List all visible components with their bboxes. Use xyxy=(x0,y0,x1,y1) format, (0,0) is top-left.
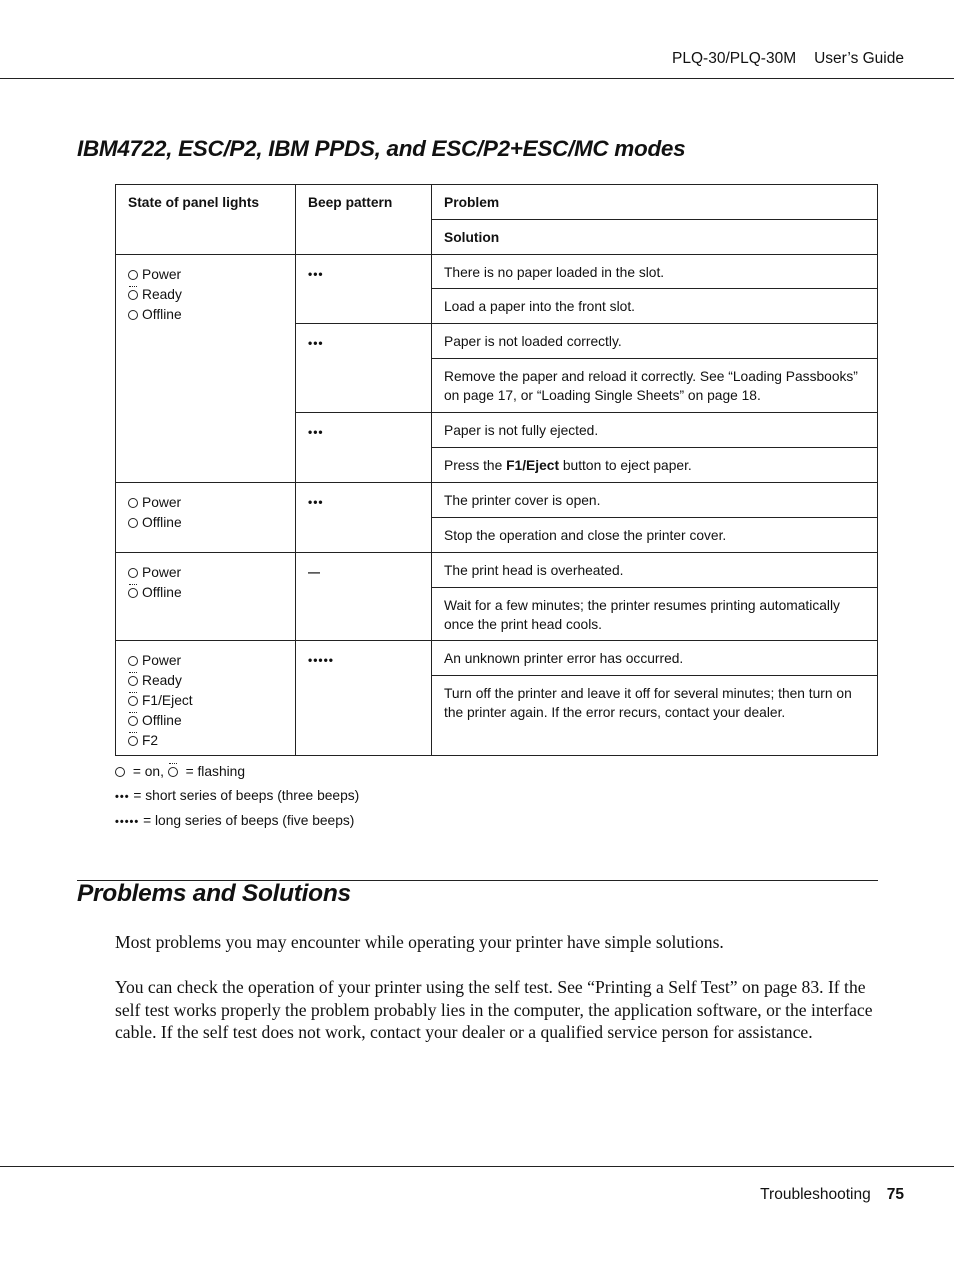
light-on-icon xyxy=(128,518,138,528)
header-guide: User’s Guide xyxy=(814,50,904,67)
legend-long-text: = long series of beeps (five beeps) xyxy=(139,813,355,828)
problem-text: Paper is not loaded correctly. xyxy=(432,324,878,359)
panel-light xyxy=(128,563,283,583)
beep-pattern: ••• xyxy=(296,255,432,324)
solution-fragment: Press the xyxy=(444,458,507,473)
beep-pattern: ••• xyxy=(296,324,432,413)
solution-text: Stop the operation and close the printer cover. xyxy=(432,518,878,553)
panel-light-label: F2 xyxy=(142,733,159,748)
table-row xyxy=(116,553,878,588)
panel-light-label: Offline xyxy=(142,713,182,728)
light-on-icon xyxy=(128,498,138,508)
legend xyxy=(115,760,359,835)
panel-light xyxy=(128,265,283,285)
problems-para-2: You can check the operation of your printer using the self test. See “Printing a Self Test” on page 83. If the self test works properly the problem probably lies in the computer, the application software, or the interface cable. If the self test does not work, contact your dealer or a qualified service person for assistance. xyxy=(115,977,873,1043)
light-flashing-icon xyxy=(128,290,138,300)
light-flashing-icon xyxy=(128,676,138,686)
light-flashing-icon xyxy=(168,767,178,777)
panel-light xyxy=(128,711,283,731)
legend-long xyxy=(115,809,359,835)
troubleshooting-table xyxy=(115,184,878,756)
page-footer xyxy=(760,1186,904,1204)
section-title: IBM4722, ESC/P2, IBM PPDS, and ESC/P2+ESC/MC modes xyxy=(77,136,686,161)
panel-light xyxy=(128,305,283,325)
solution-text xyxy=(432,448,878,483)
problem-text: The print head is overheated. xyxy=(432,553,878,588)
light-flashing-icon xyxy=(128,588,138,598)
light-on-icon xyxy=(128,568,138,578)
beep-pattern: ••• xyxy=(296,483,432,553)
panel-lights-cell xyxy=(116,483,296,553)
long-beep-icon: ••••• xyxy=(115,816,140,828)
header-rule xyxy=(0,78,954,79)
panel-light xyxy=(128,731,283,751)
panel-light xyxy=(128,671,283,691)
legend-on-text: = on, xyxy=(129,764,168,779)
beep-pattern: ••• xyxy=(296,413,432,483)
problems-title: Problems and Solutions xyxy=(77,880,351,907)
light-flashing-icon xyxy=(128,736,138,746)
page-header xyxy=(672,50,904,68)
header-product: PLQ-30/PLQ-30M xyxy=(672,50,797,67)
page-number: 75 xyxy=(886,1186,904,1203)
col-problem-header: Problem xyxy=(432,185,878,220)
solution-text: Load a paper into the front slot. xyxy=(432,289,878,324)
panel-light xyxy=(128,493,283,513)
panel-light-label: Ready xyxy=(142,287,182,302)
problems-para-1: Most problems you may encounter while operating your printer have simple solutions. xyxy=(115,932,724,952)
problem-text: Paper is not fully ejected. xyxy=(432,413,878,448)
panel-light-label: Ready xyxy=(142,673,182,688)
legend-lights xyxy=(115,760,359,784)
legend-short-text: = short series of beeps (three beeps) xyxy=(129,787,360,803)
footer-section: Troubleshooting xyxy=(760,1186,871,1203)
col-state-header: State of panel lights xyxy=(116,185,296,255)
problem-text: The printer cover is open. xyxy=(432,483,878,518)
panel-light xyxy=(128,513,283,533)
legend-short xyxy=(115,784,359,810)
panel-light-label: Power xyxy=(142,495,182,510)
light-on-icon xyxy=(128,656,138,666)
light-flashing-icon xyxy=(128,696,138,706)
panel-light-label: Power xyxy=(142,267,182,282)
panel-light-label: Offline xyxy=(142,515,182,530)
panel-lights-cell xyxy=(116,553,296,641)
panel-light xyxy=(128,651,283,671)
beep-pattern: — xyxy=(296,553,432,641)
light-on-icon xyxy=(115,767,125,777)
panel-light-label: Power xyxy=(142,565,182,580)
problem-text: There is no paper loaded in the slot. xyxy=(432,255,878,289)
table-row xyxy=(116,255,878,289)
solution-text: Turn off the printer and leave it off for several minutes; then turn on the printer again. If the error recurs, contact your dealer. xyxy=(432,676,878,756)
panel-light-label: Power xyxy=(142,653,182,668)
problem-text: An unknown printer error has occurred. xyxy=(432,641,878,676)
table-row xyxy=(116,641,878,676)
col-beep-header: Beep pattern xyxy=(296,185,432,255)
col-solution-header: Solution xyxy=(432,220,878,255)
light-flashing-icon xyxy=(128,716,138,726)
beep-pattern: ••••• xyxy=(296,641,432,756)
panel-lights-cell xyxy=(116,641,296,756)
panel-light-label: F1/Eject xyxy=(142,693,193,708)
panel-lights-cell xyxy=(116,255,296,483)
panel-light-label: Offline xyxy=(142,585,182,600)
panel-light xyxy=(128,691,283,711)
footer-rule xyxy=(0,1166,954,1167)
panel-light-label: Offline xyxy=(142,307,182,322)
solution-text: Wait for a few minutes; the printer resumes printing automatically once the print head cools. xyxy=(432,588,878,641)
light-on-icon xyxy=(128,270,138,280)
eject-button-name: F1/Eject xyxy=(506,458,560,473)
table-header-row xyxy=(116,185,878,220)
solution-fragment: button to eject paper. xyxy=(559,458,692,473)
legend-flash-text: = flashing xyxy=(181,764,246,779)
solution-text: Remove the paper and reload it correctly. See “Loading Passbooks” on page 17, or “Loading Single Sheets” on page 18. xyxy=(432,359,878,413)
panel-light xyxy=(128,285,283,305)
table-row xyxy=(116,483,878,518)
short-beep-icon: ••• xyxy=(115,790,130,803)
light-on-icon xyxy=(128,310,138,320)
panel-light xyxy=(128,583,283,603)
